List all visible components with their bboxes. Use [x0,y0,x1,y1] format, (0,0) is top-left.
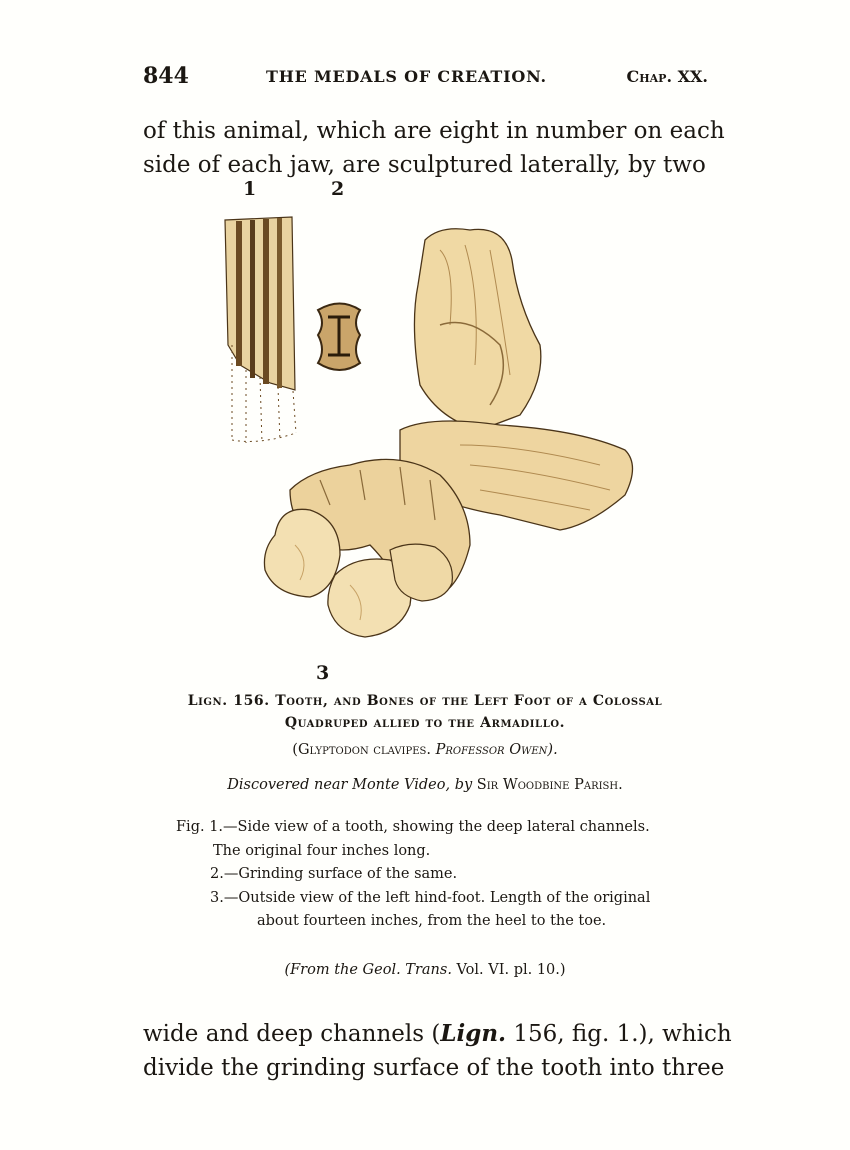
figure-label-1: 1 [243,178,257,200]
species-name: (Glyptodon clavipes. [292,742,431,758]
body-paragraph-bottom [143,1017,732,1085]
text-line: of this animal, which are eight in number on each [143,118,725,144]
text-line: divide the grinding surface of the tooth into three [143,1055,725,1081]
discoverer-name: Sir Woodbine Parish. [476,777,623,793]
source-volume: Vol. VI. pl. 10.) [456,962,566,978]
body-paragraph-top [143,114,725,182]
species-authority: Professor Owen). [435,742,558,758]
chapter-label: Chap. XX. [626,67,708,86]
caption-line: Lign. 156. Tooth, and Bones of the Left Foot of a Colossal [187,693,663,709]
figure-caption-title [0,690,850,734]
text-line: side of each jaw, are sculptured laterally, by two [143,152,706,178]
legend-marker: Fig. 1.— [176,819,238,835]
source-title: (From the Geol. Trans. [284,962,452,978]
legend-text: Grinding surface of the same. [238,866,458,882]
text-segment: 156, fig. 1.), which [506,1021,732,1047]
fossil-illustration [200,205,650,655]
legend-marker: 2.— [210,866,239,882]
discovery-place: Discovered near Monte Video, by [227,777,473,793]
species-line [0,742,850,758]
text-line [143,1017,732,1051]
legend-text: Side view of a tooth, showing the deep lateral channels. The original four inches long. [213,819,650,859]
figure-label-3: 3 [316,662,330,684]
discovery-line [0,777,850,793]
running-header [143,63,708,89]
legend-marker: 3.— [210,889,239,906]
legend-item [176,887,666,934]
hind-foot-bones [264,229,632,637]
tooth-side-view [225,217,296,443]
running-title: THE MEDALS OF CREATION. [266,67,547,86]
legend-item [176,863,666,887]
figure-source [0,962,850,978]
figure-legend [176,816,666,934]
figure-reference: Lign. [440,1020,507,1047]
legend-text: Outside view of the left hind-foot. Length of the original about fourteen inches, from the heel to the toe. [238,889,651,929]
figure-label-2: 2 [331,178,345,200]
tooth-grinding-surface [318,304,360,371]
caption-line: Quadruped allied to the Armadillo. [284,715,566,731]
page-number: 844 [143,63,189,89]
legend-item [176,816,666,863]
text-segment: wide and deep channels ( [143,1021,441,1047]
